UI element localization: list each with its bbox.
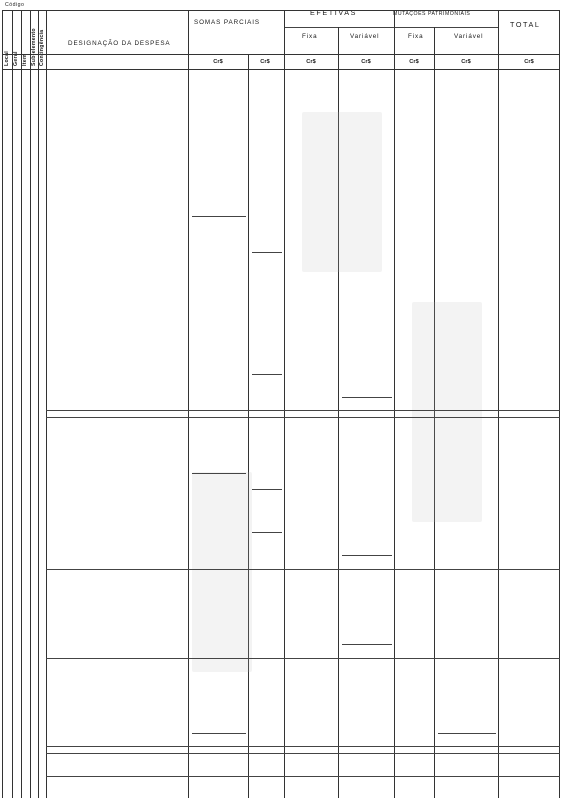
header-variavel-2: Variável	[454, 33, 484, 40]
underline-rule	[342, 644, 392, 645]
underline-rule	[342, 397, 392, 398]
underline-rule	[252, 374, 282, 375]
col-rule-12	[498, 10, 499, 798]
header-code-col: Item	[22, 54, 28, 66]
underline-rule	[252, 489, 282, 490]
rule-top	[2, 10, 560, 11]
scan-smudge	[302, 112, 382, 272]
header-mutacoes: MUTAÇÕES PATRIMONIAIS	[393, 11, 471, 17]
underline-rule	[438, 733, 496, 734]
col-rule-1	[12, 10, 13, 798]
header-code-col: Sub-elemento	[31, 28, 37, 66]
col-rule-10	[394, 10, 395, 798]
budget-sheet	[2, 2, 560, 798]
rule-header-bottom	[2, 54, 560, 55]
header-total: TOTAL	[510, 20, 541, 29]
col-rule-7	[248, 54, 249, 798]
header-code-col: Geral	[13, 51, 19, 66]
rule-efetivas-split	[284, 27, 498, 28]
col-rule-6	[188, 10, 189, 798]
header-variavel-1: Variável	[350, 33, 380, 40]
header-designacao: DESIGNAÇÃO DA DESPESA	[68, 40, 171, 47]
col-rule-5	[46, 10, 47, 798]
col-rule-13	[559, 10, 560, 798]
scan-smudge	[192, 472, 252, 672]
row-separator	[46, 569, 560, 570]
underline-rule	[252, 532, 282, 533]
currency-somas-2: Cr$	[260, 59, 270, 65]
underline-rule	[192, 216, 246, 217]
header-efetivas: EFETIVAS	[310, 8, 358, 17]
row-separator	[46, 410, 560, 411]
scan-smudge	[412, 302, 482, 522]
header-fixa-1: Fixa	[302, 33, 318, 40]
row-separator	[46, 658, 560, 659]
currency-somas-1: Cr$	[213, 59, 223, 65]
underline-rule	[192, 473, 246, 474]
row-separator	[46, 417, 560, 418]
header-codigo: Código	[5, 2, 25, 8]
col-rule-2	[21, 10, 22, 798]
header-somas-parciais: SOMAS PARCIAIS	[194, 19, 261, 26]
rule-currency-bottom	[2, 69, 560, 70]
currency-fixa-1: Cr$	[306, 59, 316, 65]
header-code-col: Local	[4, 50, 10, 66]
underline-rule	[192, 733, 246, 734]
underline-rule	[342, 555, 392, 556]
header-fixa-2: Fixa	[408, 33, 424, 40]
col-rule-3	[30, 10, 31, 798]
col-rule-0	[2, 10, 3, 798]
header-code-col: Contingência	[39, 29, 45, 66]
col-rule-8	[284, 10, 285, 798]
currency-fixa-2: Cr$	[409, 59, 419, 65]
underline-rule	[252, 252, 282, 253]
row-separator	[46, 776, 560, 777]
currency-variavel-1: Cr$	[361, 59, 371, 65]
row-separator	[46, 753, 560, 754]
currency-total: Cr$	[524, 59, 534, 65]
row-separator	[46, 746, 560, 747]
col-rule-4	[38, 10, 39, 798]
currency-variavel-2: Cr$	[461, 59, 471, 65]
